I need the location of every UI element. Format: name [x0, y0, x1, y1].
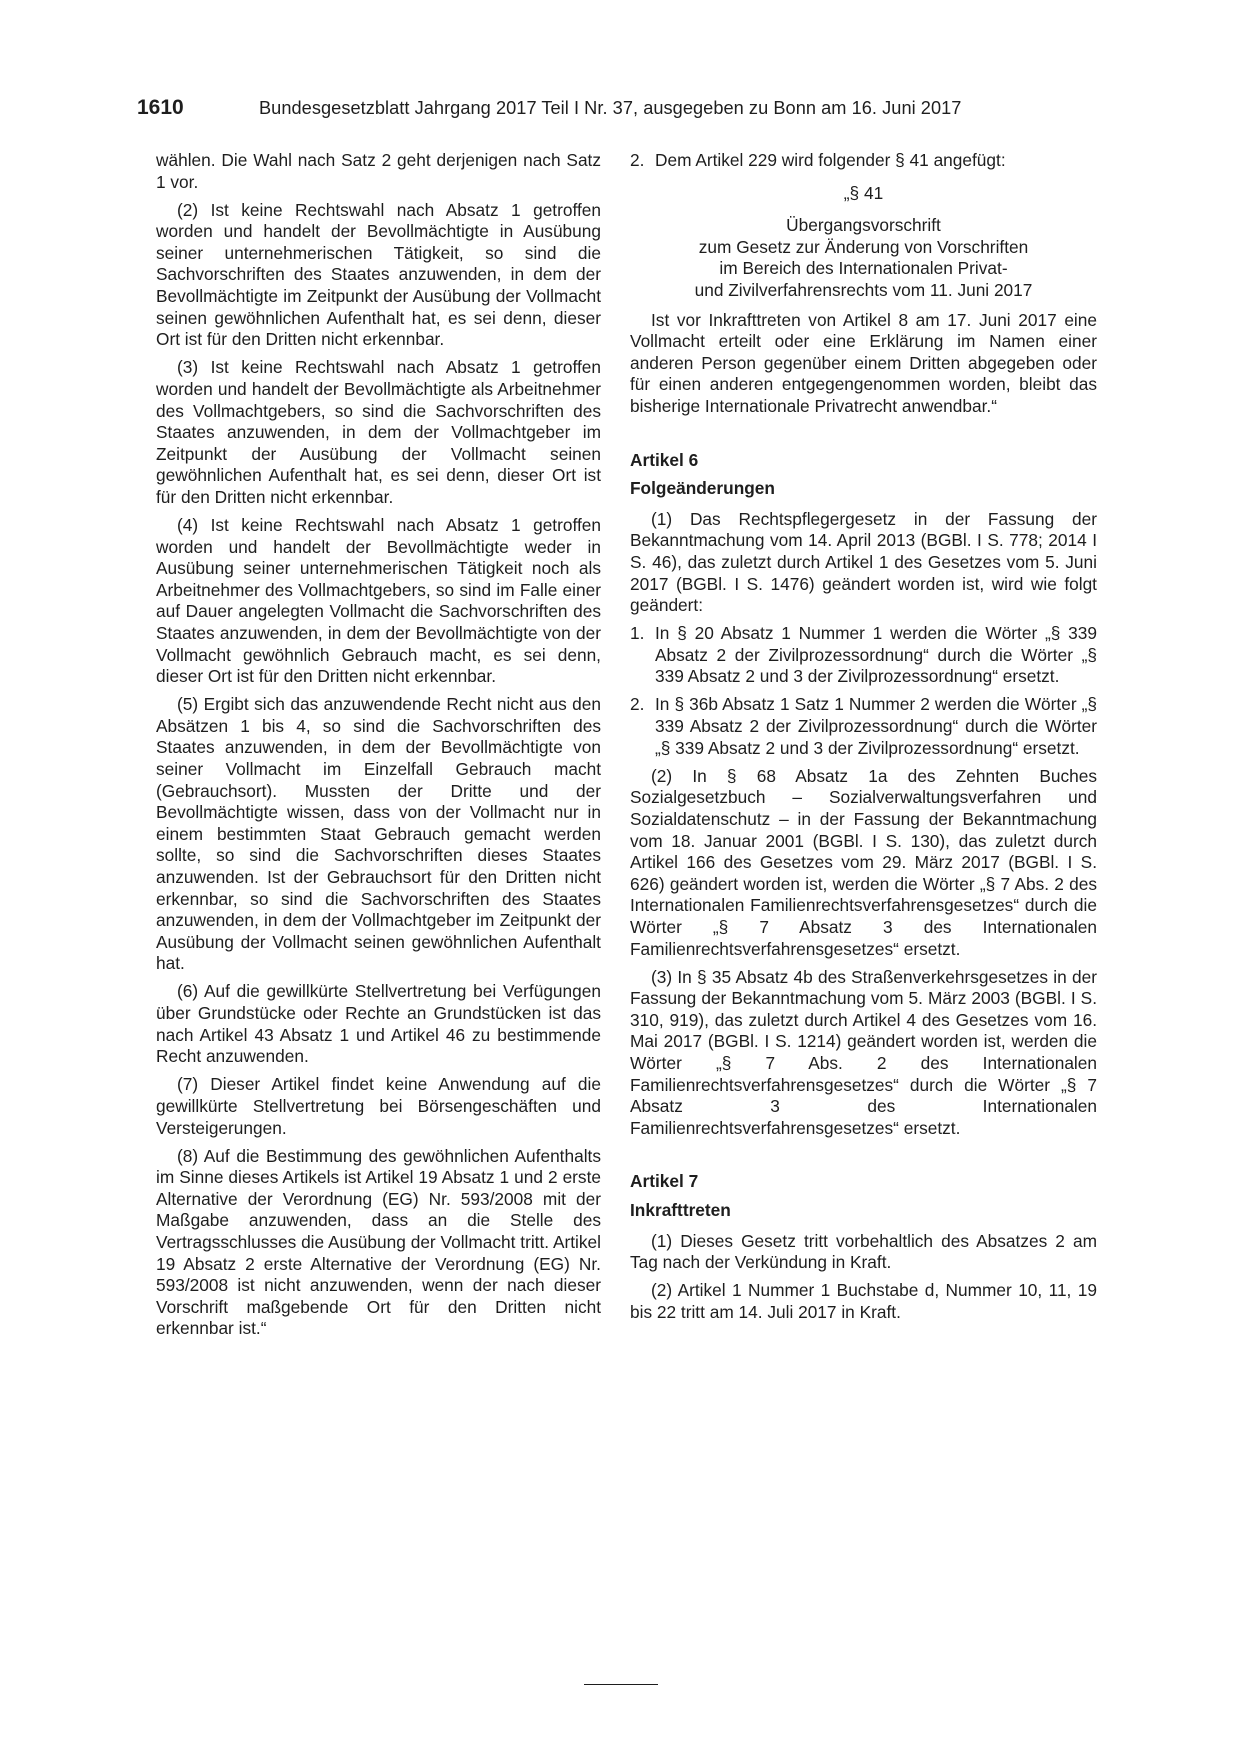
list-item-2 — [630, 150, 1097, 172]
paragraph-abs-3: (3) Ist keine Rechtswahl nach Absatz 1 getroffen worden und handelt der Bevollmächtigte als Arbeitnehmer des Vollmachtgebers, so sind die Sachvorschriften des Staates anzuwenden, in dem der Vollmachtgeber im Zeitpunkt der Ausübung der Vollmacht seinen gewöhnlichen Aufenthalt hat, es sei denn, dieser Ort ist für den Dritten nicht erkennbar. — [156, 357, 601, 507]
paragraph-abs-2: (2) Ist keine Rechtswahl nach Absatz 1 getroffen worden und handelt der Bevollmächtigte in Ausübung seiner unternehmerischen Tätigkeit, so sind die Sachvorschriften des Staates anzuwenden, in dem der Bevollmächtigte im Zeitpunkt der Ausübung der Vollmacht seinen gewöhnlichen Aufenthalt hat, es sei denn, dieser Ort ist für den Dritten nicht erkennbar. — [156, 199, 601, 350]
transition-title-line: im Bereich des Internationalen Privat- — [719, 258, 1008, 279]
transition-paragraph: Ist vor Inkrafttreten von Artikel 8 am 17. Juni 2017 eine Vollmacht erteilt oder eine Erklärung im Namen einer anderen Person gegenüber einem Dritten abgegeben oder für einen anderen entgegengenommen worden, bleibt das bisherige Internationale Privatrecht anwendbar.“ — [630, 309, 1097, 416]
paragraph-continuation: wählen. Die Wahl nach Satz 2 geht derjenigen nach Satz 1 vor. — [156, 150, 601, 192]
list-text: In § 36b Absatz 1 Satz 1 Nummer 2 werden die Wörter „§ 339 Absatz 2 der Zivilprozessordnung“ durch die Wörter „§ 339 Absatz 2 und 3 der Zivilprozessordnung“ ersetzt. — [655, 694, 1097, 758]
list-number: 1. — [630, 623, 645, 644]
article-6-heading: Artikel 6 — [630, 449, 699, 470]
list-text: In § 20 Absatz 1 Nummer 1 werden die Wörter „§ 339 Absatz 2 der Zivilprozessordnung“ durch die Wörter „§ 339 Absatz 2 und 3 der Zivilprozessordnung“ ersetzt. — [655, 623, 1097, 687]
article-6-title: Folgeänderungen — [630, 478, 775, 499]
paragraph-abs-6: (6) Auf die gewillkürte Stellvertretung bei Verfügungen über Grundstücke oder Rechte an Grundstücken ist das nach Artikel 43 Absatz 1 und Artikel 46 zu bestimmende Recht anzuwenden. — [156, 981, 601, 1067]
article-7-title: Inkrafttreten — [630, 1199, 731, 1220]
article-6-paragraph-1: (1) Das Rechtspflegergesetz in der Fassung der Bekanntmachung vom 14. April 2013 (BGBl. I S. 778; 2014 I S. 46), das zuletzt durch Artikel 1 des Gesetzes vom 5. Juni 2017 (BGBl. I S. 1476) geändert worden ist, wird wie folgt geändert: — [630, 508, 1097, 616]
article-7-paragraph-2: (2) Artikel 1 Nummer 1 Buchstabe d, Nummer 10, 11, 19 bis 22 tritt am 14. Juli 2017 in Kraft. — [630, 1280, 1097, 1322]
page-number: 1610 — [137, 96, 184, 119]
page-header — [137, 96, 1097, 124]
right-column — [630, 150, 1097, 1323]
running-head: Bundesgesetzblatt Jahrgang 2017 Teil I Nr. 37, ausgegeben zu Bonn am 16. Juni 2017 — [259, 98, 962, 118]
transition-title-line: und Zivilverfahrensrechts vom 11. Juni 2017 — [694, 279, 1033, 300]
end-rule — [584, 1684, 658, 1685]
list-item-1 — [630, 623, 1097, 688]
article-6-paragraph-3: (3) In § 35 Absatz 4b des Straßenverkehrsgesetzes in der Fassung der Bekanntmachung vom 5. März 2003 (BGBl. I S. 310, 919), das zuletzt durch Artikel 4 des Gesetzes vom 16. Mai 2017 (BGBl. I S. 1214) geändert worden ist, werden die Wörter „§ 7 Abs. 2 des Internationalen Familienrechtsverfahrensgesetzes“ durch die Wörter „§ 7 Absatz 3 des Internationalen Familienrechtsverfahrensgesetzes“ ersetzt. — [630, 966, 1097, 1138]
list-item-2 — [630, 694, 1097, 759]
transition-title-line: zum Gesetz zur Änderung von Vorschriften — [698, 236, 1029, 257]
paragraph-abs-5: (5) Ergibt sich das anzuwendende Recht nicht aus den Absätzen 1 bis 4, so sind die Sachvorschriften des Staates anzuwenden, in dem der Bevollmächtigte von seiner Vollmacht im Einzelfall Gebrauch macht (Gebrauchsort). Mussten der Dritte und der Bevollmächtigte wissen, dass von der Vollmacht nur in einem bestimmten Staat Gebrauch gemacht werden sollte, so sind die Sachvorschriften dieses Staates anzuwenden. Ist der Gebrauchsort für den Dritten nicht erkennbar, so sind die Sachvorschriften des Staates anzuwenden, in dem der Vollmachtgeber im Zeitpunkt der Ausübung der Vollmacht seinen gewöhnlichen Aufenthalt hat. — [156, 694, 601, 974]
article-7-heading: Artikel 7 — [630, 1171, 699, 1192]
paragraph-abs-7: (7) Dieser Artikel findet keine Anwendung auf die gewillkürte Stellvertretung bei Börsengeschäften und Versteigerungen. — [156, 1074, 601, 1138]
list-number: 2. — [630, 150, 645, 170]
left-column — [156, 150, 601, 1340]
transition-title — [630, 215, 1097, 301]
list-number: 2. — [630, 694, 645, 715]
section-mark: „§ 41 — [843, 182, 884, 203]
list-text: Dem Artikel 229 wird folgender § 41 angefügt: — [655, 150, 1006, 170]
article-7-paragraph-1: (1) Dieses Gesetz tritt vorbehaltlich des Absatzes 2 am Tag nach der Verkündung in Kraft. — [630, 1230, 1097, 1273]
paragraph-abs-8: (8) Auf die Bestimmung des gewöhnlichen Aufenthalts im Sinne dieses Artikels ist Artikel 19 Absatz 1 und 2 erste Alternative der Verordnung (EG) Nr. 593/2008 mit der Maßgabe anzuwenden, dass an die Stelle des Vertragsschlusses die Ausübung der Vollmacht tritt. Artikel 19 Absatz 2 erste Alternative der Verordnung (EG) Nr. 593/2008 ist nicht anzuwenden, wenn der nach dieser Vorschrift maßgebende Ort für den Dritten nicht erkennbar ist.“ — [156, 1145, 601, 1339]
transition-title-line: Übergangsvorschrift — [786, 215, 941, 236]
paragraph-abs-4: (4) Ist keine Rechtswahl nach Absatz 1 getroffen worden und handelt der Bevollmächtigte weder in Ausübung seiner unternehmerischen Tätigkeit noch als Arbeitnehmer des Vollmachtgebers, so sind im Falle einer auf Dauer angelegten Vollmacht die Sachvorschriften des Staates anzuwenden, in dem der Bevollmächtigte von der Vollmacht gewöhnlich Gebrauch macht, es sei denn, dieser Ort ist für den Dritten nicht erkennbar. — [156, 515, 601, 687]
article-6-paragraph-2: (2) In § 68 Absatz 1a des Zehnten Buches Sozialgesetzbuch – Sozialverwaltungsverfahren und Sozialdatenschutz – in der Fassung der Bekanntmachung vom 18. Januar 2001 (BGBl. I S. 130), das zuletzt durch Artikel 166 des Gesetzes vom 29. März 2017 (BGBl. I S. 626) geändert worden ist, werden die Wörter „§ 7 Abs. 2 des Internationalen Familienrechtsverfahrensgesetzes“ durch die Wörter „§ 7 Absatz 3 des Internationalen Familienrechtsverfahrensgesetzes“ ersetzt. — [630, 765, 1097, 959]
